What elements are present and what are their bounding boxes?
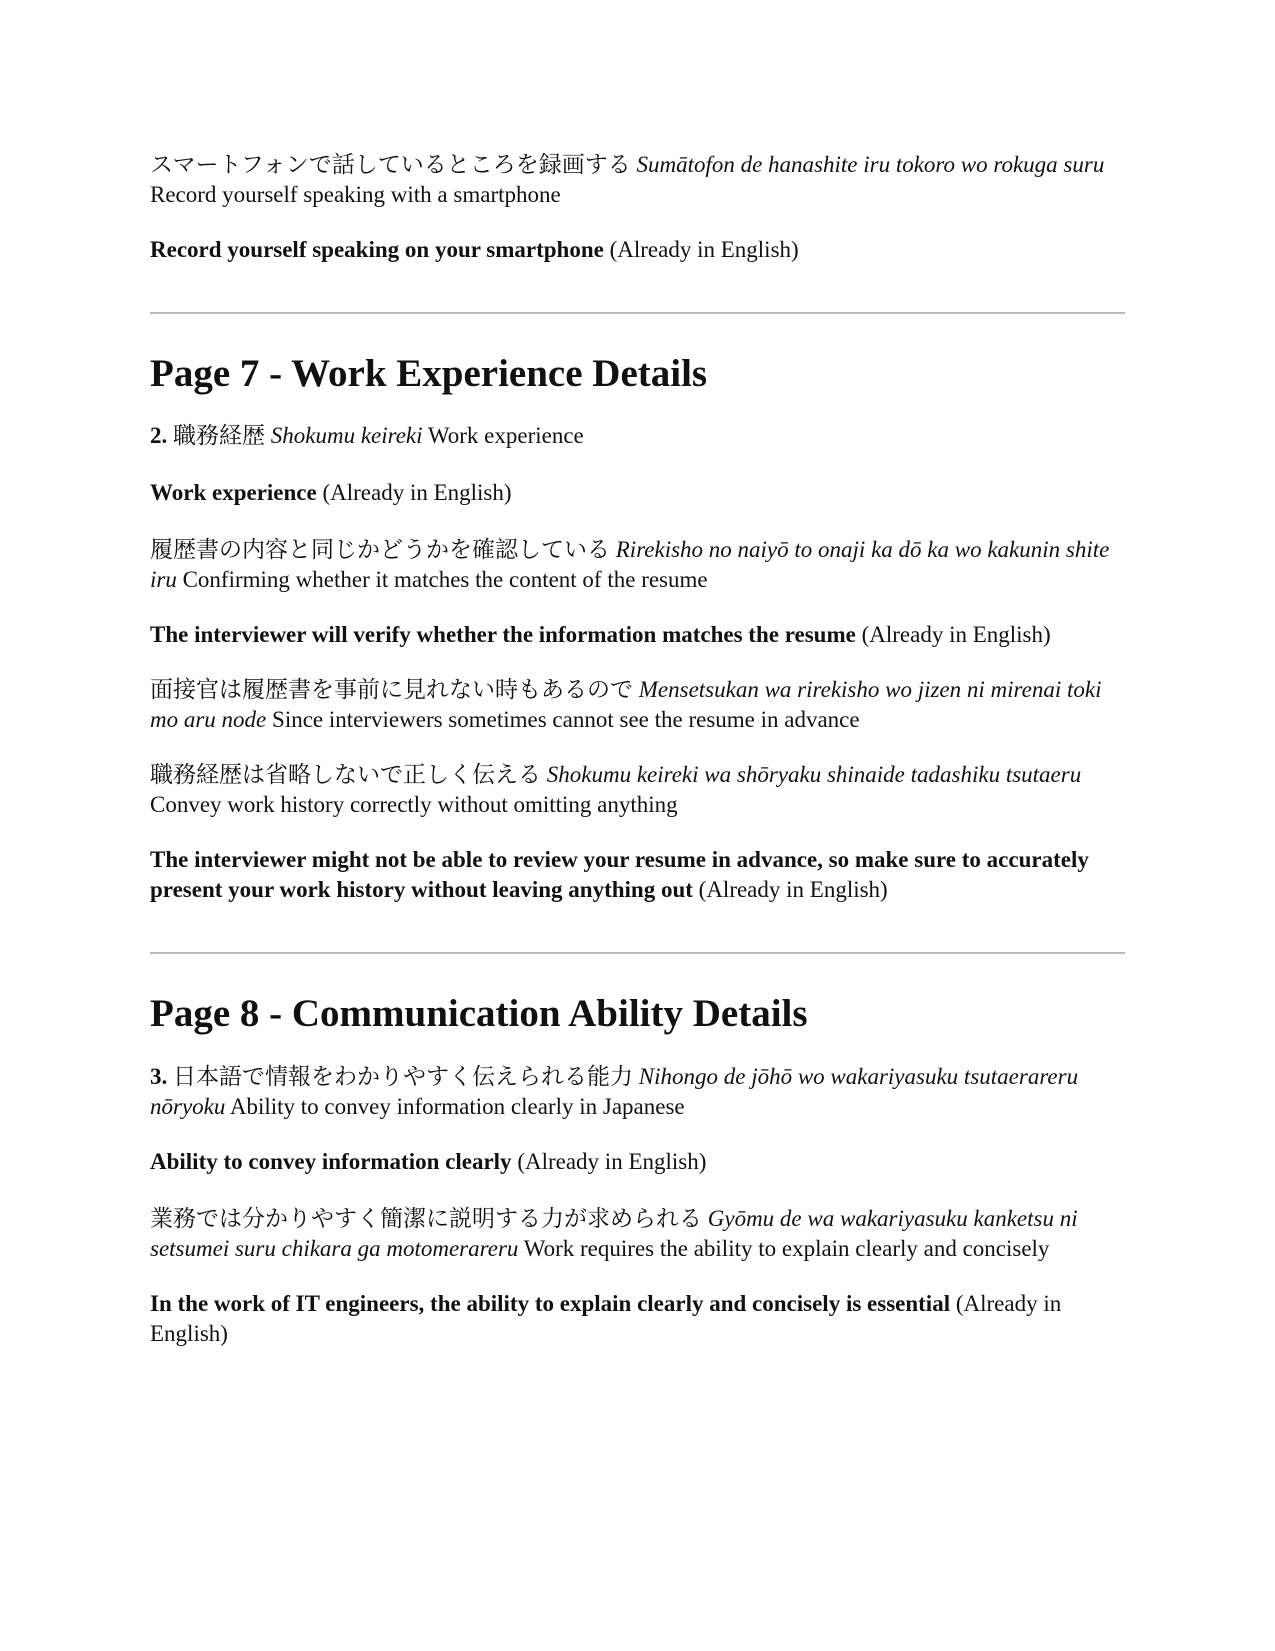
communication-note <box>150 1147 1125 1177</box>
note-tail: (Already in English) <box>322 480 512 505</box>
english-text: Record yourself speaking with a smartphone <box>150 182 561 207</box>
romaji-text: Rirekisho no naiyō to onaji ka dō ka wo kakunin shite iru <box>150 537 1110 592</box>
romaji-text: Sumātofon de hanashite iru tokoro wo rokuga suru <box>636 152 1105 177</box>
note-tail: (Already in English) <box>150 1291 1062 1346</box>
document-page <box>150 150 1125 1349</box>
japanese-text: 履歴書の内容と同じかどうかを確認している <box>150 537 610 562</box>
item-number: 3. <box>150 1064 168 1089</box>
romaji-text: Nihongo de jōhō wo wakariyasuku tsutaerareru nōryoku <box>150 1064 1079 1119</box>
interviewer-entry <box>150 675 1125 735</box>
english-text: Work requires the ability to explain clearly and concisely <box>523 1236 1050 1261</box>
communication-item <box>150 1062 1125 1122</box>
romaji-text: Mensetsukan wa rirekisho wo jizen ni mirenai toki mo aru node <box>150 677 1102 732</box>
work-history-entry <box>150 760 1125 820</box>
explain-clearly-note <box>150 1289 1125 1349</box>
japanese-text: 面接官は履歴書を事前に見れない時もあるので <box>150 677 633 702</box>
romaji-text: Shokumu keireki wa shōryaku shinaide tadashiku tsutaeru <box>546 762 1082 787</box>
resume-check-entry <box>150 535 1125 595</box>
bold-translation: The interviewer might not be able to review your resume in advance, so make sure to accurately present your work history without leaving anything out <box>150 847 1089 902</box>
english-text: Convey work history correctly without omitting anything <box>150 792 678 817</box>
bold-translation: Work experience <box>150 480 317 505</box>
note-tail: (Already in English) <box>517 1149 707 1174</box>
section-divider <box>150 952 1125 954</box>
item-number: 2. <box>150 423 168 448</box>
section-divider <box>150 312 1125 314</box>
english-text: Work experience <box>427 423 584 448</box>
japanese-text: 業務では分かりやすく簡潔に説明する力が求められる <box>150 1206 702 1231</box>
section-heading-page-7: Page 7 - Work Experience Details <box>150 352 708 395</box>
section-heading-page-8: Page 8 - Communication Ability Details <box>150 992 808 1035</box>
work-history-note <box>150 845 1125 905</box>
english-text: Ability to convey information clearly in Japanese <box>229 1094 685 1119</box>
intro-entry <box>150 150 1125 210</box>
bold-translation: Record yourself speaking on your smartphone <box>150 237 604 262</box>
resume-check-note <box>150 620 1125 650</box>
bold-translation: The interviewer will verify whether the information matches the resume <box>150 622 856 647</box>
note-tail: (Already in English) <box>861 622 1051 647</box>
japanese-text: 日本語で情報をわかりやすく伝えられる能力 <box>173 1064 633 1089</box>
romaji-text: Shokumu keireki <box>270 423 423 448</box>
bold-translation: In the work of IT engineers, the ability to explain clearly and concisely is essential <box>150 1291 951 1316</box>
explain-clearly-entry <box>150 1204 1125 1264</box>
note-tail: (Already in English) <box>698 877 888 902</box>
work-experience-item <box>150 421 1125 451</box>
japanese-text: 職務経歴 <box>173 423 265 448</box>
work-experience-note <box>150 478 1125 508</box>
english-text: Confirming whether it matches the content of the resume <box>182 567 708 592</box>
romaji-text: Gyōmu de wa wakariyasuku kanketsu ni setsumei suru chikara ga motomerareru <box>150 1206 1078 1261</box>
english-text: Since interviewers sometimes cannot see the resume in advance <box>272 707 860 732</box>
japanese-text: 職務経歴は省略しないで正しく伝える <box>150 762 541 787</box>
note-tail: (Already in English) <box>609 237 799 262</box>
intro-note <box>150 235 1125 265</box>
bold-translation: Ability to convey information clearly <box>150 1149 512 1174</box>
japanese-text: スマートフォンで話しているところを録画する <box>150 152 631 177</box>
